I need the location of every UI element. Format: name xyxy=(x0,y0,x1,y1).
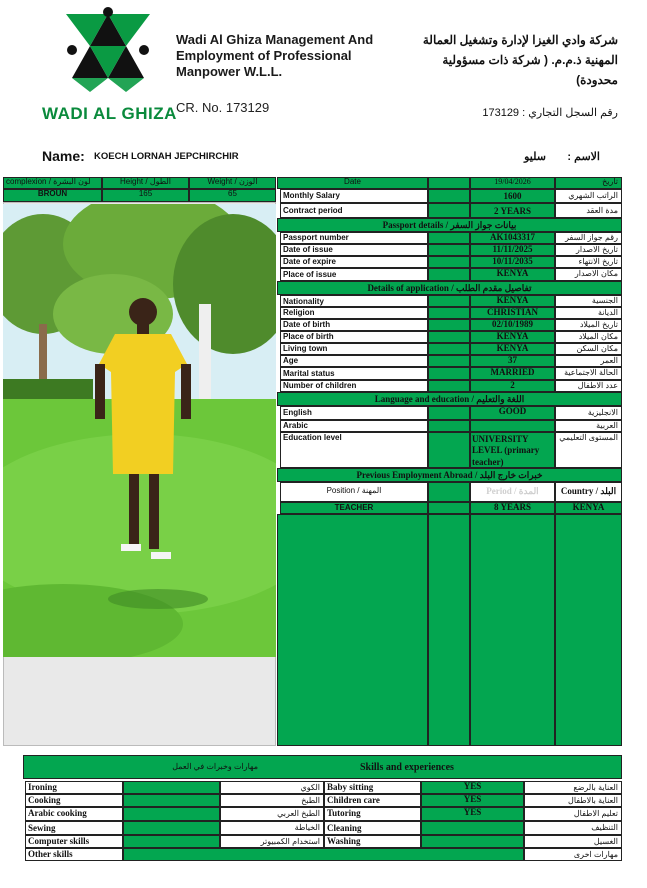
skill-label-ar-tutoring: تعليم الاطفال xyxy=(524,807,622,821)
salary-label-ar: الراتب الشهري xyxy=(555,189,622,203)
marital-status-label-ar: الحالة الاجتماعية xyxy=(555,367,622,380)
weight-header: Weight / الوزن xyxy=(189,177,276,189)
living-town-label: Living town xyxy=(280,343,428,355)
position-header-spacer xyxy=(428,482,470,502)
arabic-value xyxy=(470,420,555,432)
issue-date-label: Date of issue xyxy=(280,244,428,256)
name-value: KOECH LORNAH JEPCHIRCHIR xyxy=(94,151,239,162)
period-value: 8 YEARS xyxy=(470,502,555,514)
expiry-date-spacer xyxy=(428,256,470,268)
name-label-ar: الاسم : xyxy=(567,151,600,163)
skill-label-washing: Washing xyxy=(324,835,421,848)
passport-number-value: AK1043317 xyxy=(470,232,555,244)
skill-label-ar-sewing: الخياطة xyxy=(220,821,324,835)
company-name-line: Wadi Al Ghiza Management And xyxy=(176,32,374,47)
religion-label-ar: الديانة xyxy=(555,307,622,319)
country-header: Country / البلد xyxy=(555,482,622,502)
children-count-spacer xyxy=(428,380,470,392)
period-header: Period / المدة xyxy=(470,482,555,502)
position-value: TEACHER xyxy=(280,502,428,514)
date-of-birth-value: 02/10/1989 xyxy=(470,319,555,331)
place-of-birth-value: KENYA xyxy=(470,331,555,343)
date-value: 19/04/2026 xyxy=(470,177,555,189)
skill-label-ar-computer-skills: استخدام الكمبيوتر xyxy=(220,835,324,848)
skill-value-computer-skills xyxy=(123,835,220,848)
place-of-issue-spacer xyxy=(428,268,470,281)
logo-emblem-icon xyxy=(64,6,152,94)
skill-label-ar-cooking: الطبخ xyxy=(220,794,324,807)
language-section-header: Language and education / اللغة والتعليم xyxy=(277,392,622,406)
living-town-value: KENYA xyxy=(470,343,555,355)
religion-value: CHRISTIAN xyxy=(470,307,555,319)
height-header: Height / الطول xyxy=(102,177,189,189)
expiry-date-label-ar: تاريخ الانتهاء xyxy=(555,256,622,268)
skill-value-children-care: YES xyxy=(421,794,524,807)
skill-label-ar-cleaning: التنظيف xyxy=(524,821,622,835)
employment-empty-cell xyxy=(277,514,428,746)
skill-label-ironing: Ironing xyxy=(25,781,123,794)
age-spacer xyxy=(428,355,470,367)
skill-label-computer-skills: Computer skills xyxy=(25,835,123,848)
weight-value: 65 xyxy=(189,189,276,202)
age-label: Age xyxy=(280,355,428,367)
place-of-birth-spacer xyxy=(428,331,470,343)
other-skills-label-ar: مهارات اخرى xyxy=(524,848,622,861)
other-skills-value xyxy=(123,848,524,861)
height-value: 165 xyxy=(102,189,189,202)
passport-number-label-ar: رقم جواز السفر xyxy=(555,232,622,244)
expiry-date-label: Date of expire xyxy=(280,256,428,268)
english-label-ar: الانجليزية xyxy=(555,406,622,420)
skill-label-arabic-cooking: Arabic cooking xyxy=(25,807,123,821)
living-town-label-ar: مكان السكن xyxy=(555,343,622,355)
skill-value-cooking xyxy=(123,794,220,807)
skill-label-children-care: Children care xyxy=(324,794,421,807)
company-name-ar xyxy=(392,30,618,90)
skills-title-ar: مهارات وخبرات في العمل xyxy=(172,762,258,771)
company-name-ar-line: المهنية ذ.م.م. ( شركة ذات مسؤولية xyxy=(442,53,618,67)
contract-period-value: 2 YEARS xyxy=(470,203,555,218)
date-of-birth-label: Date of birth xyxy=(280,319,428,331)
salary-value: 1600 xyxy=(470,189,555,203)
skill-value-cleaning xyxy=(421,821,524,835)
date-label-ar: تاريخ xyxy=(555,177,622,189)
date-of-birth-label-ar: تاريخ الميلاد xyxy=(555,319,622,331)
passport-section-header: Passport details / بيانات جواز السفر xyxy=(277,218,622,232)
applicant-photo-image xyxy=(3,204,276,657)
skill-label-cooking: Cooking xyxy=(25,794,123,807)
date-of-birth-spacer xyxy=(428,319,470,331)
company-name-en xyxy=(176,32,386,80)
skills-header-bar xyxy=(23,755,622,779)
country-value: KENYA xyxy=(555,502,622,514)
passport-number-label: Passport number xyxy=(280,232,428,244)
contract-period-label: Contract period xyxy=(280,203,428,218)
nationality-label: Nationality xyxy=(280,295,428,307)
children-count-label: Number of children xyxy=(280,380,428,392)
education-level-value: UNIVERSITY LEVEL (primary teacher) xyxy=(470,432,555,468)
english-spacer xyxy=(428,406,470,420)
brand-name: WADI AL GHIZA xyxy=(42,104,177,123)
english-label: English xyxy=(280,406,428,420)
company-name-ar-line: محدودة) xyxy=(576,73,618,87)
issue-date-value: 11/11/2025 xyxy=(470,244,555,256)
name-value-ar: سليو xyxy=(524,151,546,163)
applicant-photo xyxy=(3,204,276,657)
religion-spacer xyxy=(428,307,470,319)
employment-section-header: Previous Employment Abroad / خبرات خارج البلد xyxy=(277,468,622,482)
contract-period-label-ar: مدة العقد xyxy=(555,203,622,218)
cr-number-ar: رقم السجل التجاري : 173129 xyxy=(482,107,618,119)
name-label: Name: xyxy=(42,148,85,164)
marital-status-label: Marital status xyxy=(280,367,428,380)
nationality-spacer xyxy=(428,295,470,307)
issue-date-label-ar: تاريخ الاصدار xyxy=(555,244,622,256)
nationality-value: KENYA xyxy=(470,295,555,307)
place-of-issue-label: Place of issue xyxy=(280,268,428,281)
arabic-label-ar: العربية xyxy=(555,420,622,432)
employment-empty-cell xyxy=(470,514,555,746)
skill-label-tutoring: Tutoring xyxy=(324,807,421,821)
application-section-header: Details of application / تفاصيل مقدم الطلب xyxy=(277,281,622,295)
complexion-value: BROUN xyxy=(3,189,102,202)
education-level-label: Education level xyxy=(280,432,428,468)
place-of-issue-label-ar: مكان الاصدار xyxy=(555,268,622,281)
marital-status-value: MARRIED xyxy=(470,367,555,380)
cr-number: CR. No. 173129 xyxy=(176,100,270,115)
arabic-label: Arabic xyxy=(280,420,428,432)
employment-empty-cell xyxy=(555,514,622,746)
skill-label-ar-baby-sitting: العناية بالرضع xyxy=(524,781,622,794)
skill-value-arabic-cooking xyxy=(123,807,220,821)
employment-empty-cell xyxy=(428,514,470,746)
position-header: Position / المهنة xyxy=(280,482,428,502)
passport-number-spacer xyxy=(428,232,470,244)
skill-label-ar-children-care: العناية بالاطفال xyxy=(524,794,622,807)
salary-spacer xyxy=(428,189,470,203)
skill-value-ironing xyxy=(123,781,220,794)
skill-value-washing xyxy=(421,835,524,848)
company-name-line: Employment of Professional xyxy=(176,48,352,63)
nationality-label-ar: الجنسية xyxy=(555,295,622,307)
date-spacer xyxy=(428,177,470,189)
skill-value-tutoring: YES xyxy=(421,807,524,821)
issue-date-spacer xyxy=(428,244,470,256)
date-label: Date xyxy=(277,177,428,189)
company-name-ar-line: شركة وادي الغيزا لإدارة وتشغيل العمالة xyxy=(422,33,618,47)
company-logo xyxy=(64,6,152,94)
skill-label-ar-washing: الغسيل xyxy=(524,835,622,848)
contract-period-spacer xyxy=(428,203,470,218)
place-of-birth-label: Place of birth xyxy=(280,331,428,343)
position-value-spacer xyxy=(428,502,470,514)
skills-title: Skills and experiences xyxy=(360,762,454,773)
arabic-spacer xyxy=(428,420,470,432)
company-name-line: Manpower W.L.L. xyxy=(176,64,283,79)
skill-value-baby-sitting: YES xyxy=(421,781,524,794)
skill-label-sewing: Sewing xyxy=(25,821,123,835)
place-of-birth-label-ar: مكان الميلاد xyxy=(555,331,622,343)
english-value: GOOD xyxy=(470,406,555,420)
religion-label: Religion xyxy=(280,307,428,319)
salary-label: Monthly Salary xyxy=(280,189,428,203)
skill-label-cleaning: Cleaning xyxy=(324,821,421,835)
living-town-spacer xyxy=(428,343,470,355)
skill-value-sewing xyxy=(123,821,220,835)
skill-label-ar-arabic-cooking: الطبخ العربي xyxy=(220,807,324,821)
complexion-header: complexion / لون البشرة xyxy=(3,177,102,189)
other-skills-label: Other skills xyxy=(25,848,123,861)
children-count-label-ar: عدد الاطفال xyxy=(555,380,622,392)
education-level-label-ar: المستوى التعليمي xyxy=(555,432,622,468)
marital-status-spacer xyxy=(428,367,470,380)
skill-label-ar-ironing: الكوي xyxy=(220,781,324,794)
age-label-ar: العمر xyxy=(555,355,622,367)
age-value: 37 xyxy=(470,355,555,367)
children-count-value: 2 xyxy=(470,380,555,392)
place-of-issue-value: KENYA xyxy=(470,268,555,281)
expiry-date-value: 10/11/2035 xyxy=(470,256,555,268)
education-level-spacer xyxy=(428,432,470,468)
skill-label-baby-sitting: Baby sitting xyxy=(324,781,421,794)
